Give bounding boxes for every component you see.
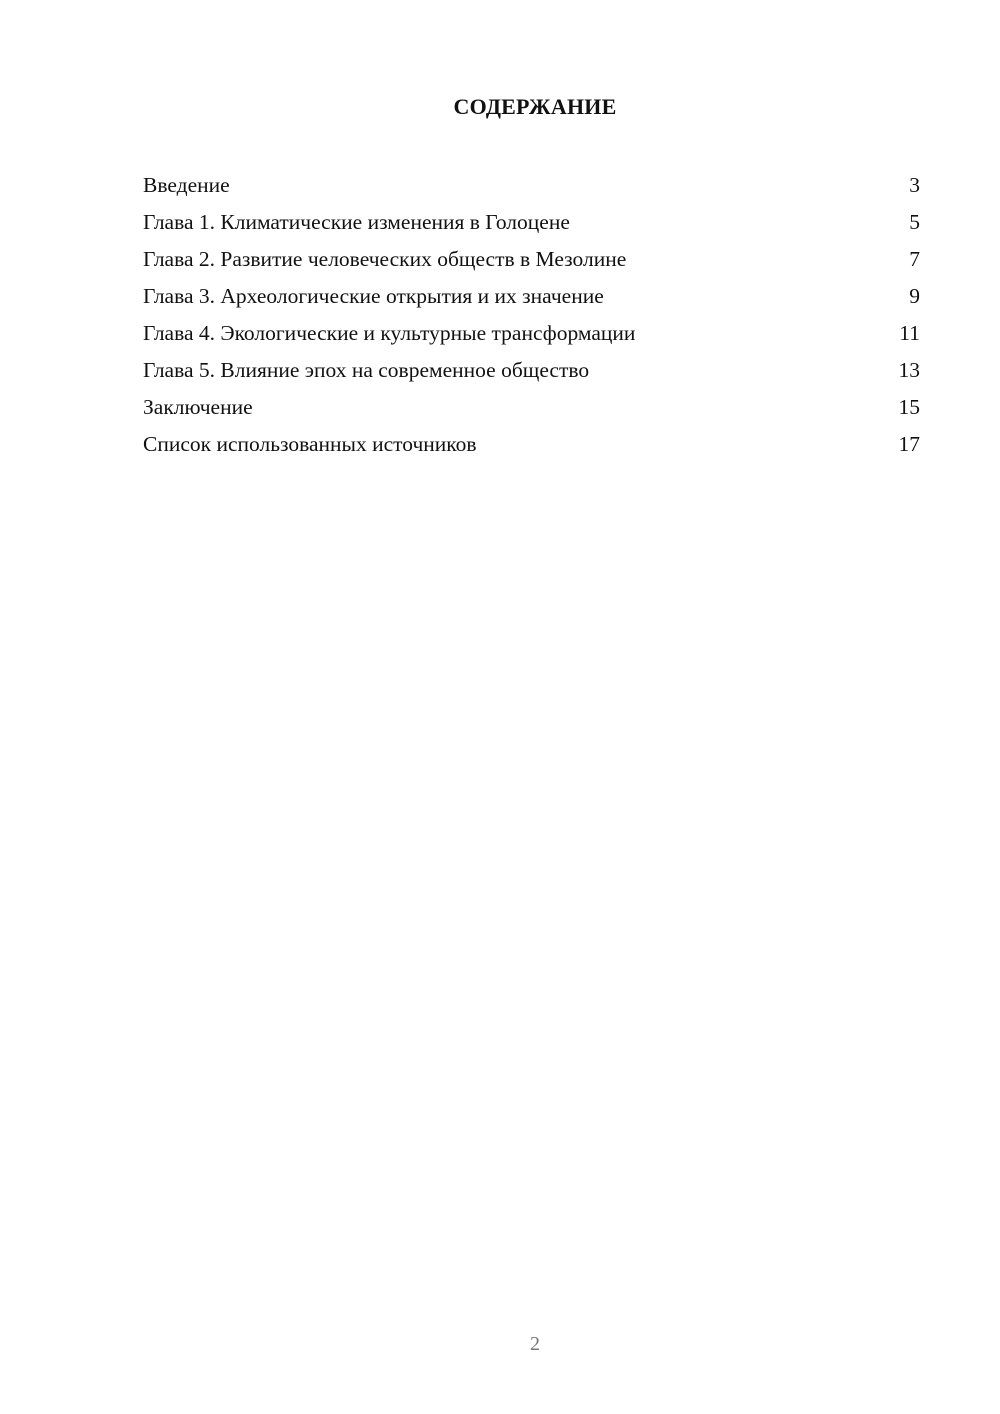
toc-entry-label: Глава 4. Экологические и культурные трансформации <box>143 321 636 345</box>
toc-entry-chapter-1[interactable] <box>143 207 920 244</box>
toc-entry-references[interactable] <box>143 429 920 466</box>
page-number: 2 <box>530 1333 540 1355</box>
toc-entry-label: Глава 3. Археологические открытия и их значение <box>143 284 604 308</box>
toc-entry-page: 9 <box>909 284 920 308</box>
toc-entry-page: 11 <box>899 321 920 345</box>
table-of-contents <box>143 170 920 466</box>
toc-entry-label: Глава 1. Климатические изменения в Голоцене <box>143 210 570 234</box>
toc-entry-chapter-5[interactable] <box>143 355 920 392</box>
toc-entry-label: Список использованных источников <box>143 432 477 456</box>
toc-entry-page: 3 <box>909 173 920 197</box>
toc-entry-label: Глава 5. Влияние эпох на современное общество <box>143 358 590 382</box>
toc-entry-label: Глава 2. Развитие человеческих обществ в Мезолине <box>143 247 627 271</box>
toc-entry-conclusion[interactable] <box>143 392 920 429</box>
toc-entry-chapter-4[interactable] <box>143 318 920 355</box>
toc-entry-chapter-2[interactable] <box>143 244 920 281</box>
toc-entry-chapter-3[interactable] <box>143 281 920 318</box>
toc-entry-label: Введение <box>143 173 230 197</box>
toc-entry-page: 15 <box>898 395 920 419</box>
toc-entry-page: 17 <box>898 432 920 456</box>
toc-entry-label: Заключение <box>143 395 253 419</box>
toc-entry-page: 7 <box>909 247 920 271</box>
toc-entry-page: 13 <box>898 358 920 382</box>
toc-title: СОДЕРЖАНИЕ <box>453 94 617 119</box>
toc-entry-page: 5 <box>909 210 920 234</box>
toc-entry-introduction[interactable] <box>143 170 920 207</box>
